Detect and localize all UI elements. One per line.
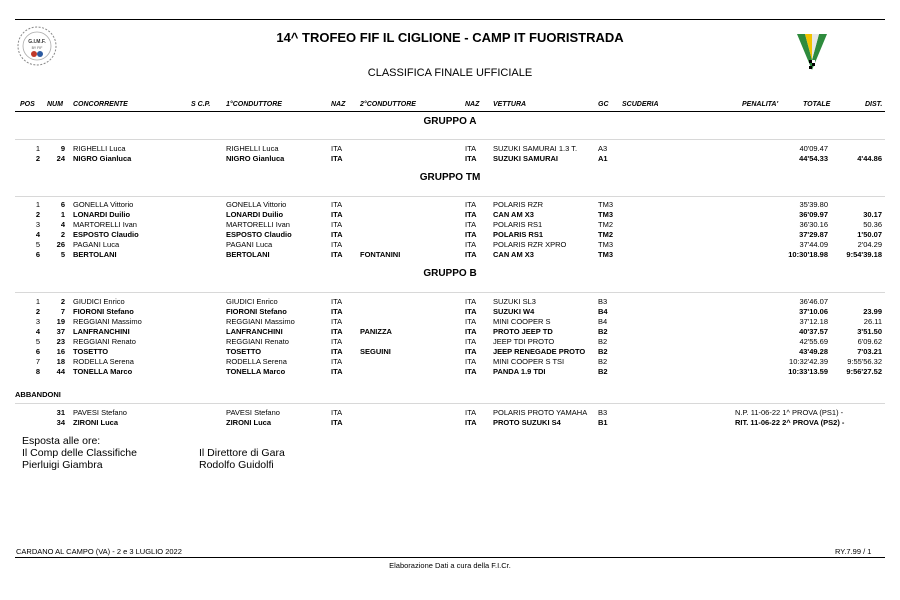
- cell-tot: 36'30.16: [799, 220, 828, 229]
- cell-vett: POLARIS RZR: [493, 200, 544, 209]
- cell-c1: LONARDI Duilio: [226, 210, 284, 219]
- cell-dist: 50.36: [863, 220, 882, 229]
- cell-naz1: ITA: [331, 210, 343, 219]
- cell-vett: POLARIS RS1: [493, 230, 544, 239]
- cell-naz2: ITA: [465, 408, 477, 417]
- svg-text:BY FIF: BY FIF: [31, 46, 43, 50]
- cell-tot: 37'44.09: [799, 240, 828, 249]
- table-row: [0, 327, 900, 337]
- cell-naz2: ITA: [465, 230, 477, 239]
- cell-c1: REGGIANI Renato: [226, 337, 289, 346]
- cell-dist: 30.17: [863, 210, 882, 219]
- cell-naz2: ITA: [465, 210, 477, 219]
- cell-naz1: ITA: [331, 357, 343, 366]
- cell-pos: 7: [35, 357, 40, 366]
- cell-vett: MINI COOPER S: [493, 317, 551, 326]
- cell-c1: PAVESI Stefano: [226, 408, 280, 417]
- cell-num: 5: [60, 250, 65, 259]
- footer-elaborazione: Elaborazione Dati a cura della F.I.Cr.: [389, 561, 511, 570]
- table-row: [0, 210, 900, 220]
- cell-num: 34: [56, 418, 65, 427]
- cell-vett: POLARIS RS1: [493, 220, 543, 229]
- cell-tot: 42'55.69: [799, 337, 828, 346]
- cell-gc: B3: [598, 408, 608, 417]
- cell-conc: BERTOLANI: [73, 250, 117, 259]
- cell-tot: 10:30'18.98: [788, 250, 828, 259]
- table-row: [0, 307, 900, 317]
- cell-c1: GONELLA Vittorio: [226, 200, 287, 209]
- cell-c1: PAGANI Luca: [226, 240, 273, 249]
- footer-rule: [15, 557, 885, 558]
- cell-vett: PROTO SUZUKI S4: [493, 418, 561, 427]
- cell-naz2: ITA: [465, 200, 477, 209]
- cell-naz1: ITA: [331, 317, 343, 326]
- cell-gc: B3: [598, 297, 608, 306]
- cell-num: 2: [60, 297, 65, 306]
- cell-conc: RODELLA Serena: [73, 357, 134, 366]
- cell-vett: SUZUKI SAMURAI: [493, 154, 558, 163]
- cell-conc: LONARDI Duilio: [73, 210, 131, 219]
- cell-num: 44: [56, 367, 65, 376]
- cell-pos: 1: [35, 144, 40, 153]
- cell-c1: FIORONI Stefano: [226, 307, 287, 316]
- cell-c2: PANIZZA: [360, 327, 392, 336]
- footer-location: CARDANO AL CAMPO (VA) - 2 e 3 LUGLIO 2022: [16, 547, 182, 556]
- cell-naz1: ITA: [331, 307, 343, 316]
- group-rule: [15, 196, 885, 197]
- cell-c1: RODELLA Serena: [226, 357, 287, 366]
- table-row: [0, 317, 900, 327]
- cell-conc: FIORONI Stefano: [73, 307, 134, 316]
- cell-c1: BERTOLANI: [226, 250, 270, 259]
- page-title: 14^ TROFEO FIF IL CIGLIONE - CAMP IT FUORISTRADA: [276, 30, 624, 45]
- cell-c1: MARTORELLI Ivan: [226, 220, 290, 229]
- cell-gc: TM2: [598, 230, 613, 239]
- table-row: [0, 154, 900, 164]
- cell-gc: TM3: [598, 200, 613, 209]
- cell-num: 31: [56, 408, 65, 417]
- cell-num: 26: [56, 240, 65, 249]
- cell-naz1: ITA: [331, 240, 343, 249]
- cell-num: 24: [56, 154, 65, 163]
- cell-pos: 3: [35, 220, 40, 229]
- cell-c2: SEGUINI: [360, 347, 391, 356]
- cell-naz1: ITA: [331, 337, 343, 346]
- cell-num: 16: [56, 347, 65, 356]
- cell-conc: PAGANI Luca: [73, 240, 120, 249]
- cell-num: 37: [56, 327, 65, 336]
- cell-c1: TONELLA Marco: [226, 367, 286, 376]
- cell-pos: 2: [35, 210, 40, 219]
- cell-gc: B1: [598, 418, 608, 427]
- cell-tot: 10:32'42.39: [789, 357, 828, 366]
- cell-naz2: ITA: [465, 240, 477, 249]
- abbandoni-title: ABBANDONI: [15, 390, 61, 399]
- cell-num: 18: [56, 357, 65, 366]
- cell-pos: 5: [35, 240, 40, 249]
- cell-c1: LANFRANCHINI: [226, 327, 283, 336]
- col-totale: TOTALE: [803, 101, 831, 108]
- cell-num: 9: [60, 144, 65, 153]
- col-dist: DIST.: [865, 101, 883, 108]
- cell-naz2: ITA: [465, 347, 477, 356]
- cell-naz2: ITA: [465, 307, 477, 316]
- cell-conc: MARTORELLI Ivan: [73, 220, 137, 229]
- cell-dist: 9:54'39.18: [846, 250, 882, 259]
- svg-text:G.I.M.F.: G.I.M.F.: [28, 39, 46, 45]
- col-scuderia: SCUDERIA: [622, 101, 659, 108]
- col-penalita: PENALITA': [742, 101, 779, 108]
- cell-gc: B2: [598, 347, 608, 356]
- cell-conc: NIGRO Gianluca: [73, 154, 132, 163]
- col-num: NUM: [47, 101, 63, 108]
- cell-vett: POLARIS RZR XPRO: [493, 240, 567, 249]
- col-gc: GC: [598, 101, 609, 108]
- cell-dist: 9:56'27.52: [846, 367, 882, 376]
- cell-naz1: ITA: [331, 418, 343, 427]
- cell-num: 1: [60, 210, 65, 219]
- group-rule: [15, 403, 885, 404]
- cell-naz2: ITA: [465, 220, 477, 229]
- cell-num: 6: [60, 200, 65, 209]
- col-vettura: VETTURA: [493, 101, 527, 108]
- cell-dist: 23.99: [863, 307, 882, 316]
- comp-label: Il Comp delle Classifiche: [22, 447, 137, 459]
- group-rule: [15, 292, 885, 293]
- cell-naz2: ITA: [465, 144, 477, 153]
- cell-num: 2: [60, 230, 65, 239]
- page-subtitle: CLASSIFICA FINALE UFFICIALE: [367, 67, 533, 79]
- cell-naz1: ITA: [331, 154, 343, 163]
- col-scp: S C.P.: [191, 101, 211, 108]
- director-name: Rodolfo Guidolfi: [199, 459, 274, 471]
- cell-dist: 3'51.50: [857, 327, 882, 336]
- cell-gc: B2: [598, 327, 608, 336]
- cell-naz2: ITA: [465, 154, 477, 163]
- cell-gc: B2: [598, 367, 608, 376]
- cell-tot: 36'46.07: [799, 297, 828, 306]
- cell-gc: TM3: [598, 240, 613, 249]
- cell-num: 23: [56, 337, 65, 346]
- cell-naz1: ITA: [331, 144, 343, 153]
- cell-pos: 8: [35, 367, 40, 376]
- cell-gc: B2: [598, 337, 608, 346]
- cell-c1: RIGHELLI Luca: [226, 144, 279, 153]
- director-label: Il Direttore di Gara: [199, 447, 285, 459]
- group-title: GRUPPO A: [423, 116, 477, 127]
- cell-vett: MINI COOPER S TSI: [493, 357, 565, 366]
- cell-c1: GIUDICI Enrico: [226, 297, 278, 306]
- cell-naz1: ITA: [331, 367, 343, 376]
- cell-naz1: ITA: [331, 408, 343, 417]
- cell-pos: 4: [35, 327, 40, 336]
- fif-logo: [795, 30, 829, 72]
- cell-dist: 1'50.07: [857, 230, 882, 239]
- cell-tot: 37'12.18: [799, 317, 828, 326]
- cell-vett: CAN AM X3: [493, 250, 534, 259]
- cell-tot: 36'09.97: [799, 210, 828, 219]
- col-conduttore2: 2°CONDUTTORE: [360, 101, 416, 108]
- cell-c1: REGGIANI Massimo: [226, 317, 295, 326]
- table-row: [0, 220, 900, 230]
- cell-naz1: ITA: [331, 297, 343, 306]
- group-title: GRUPPO B: [423, 268, 477, 279]
- cell-dist: 9:55'56.32: [847, 357, 882, 366]
- cell-conc: PAVESI Stefano: [73, 408, 127, 417]
- cell-dist: 26.11: [863, 317, 882, 326]
- table-row: [0, 230, 900, 240]
- cell-gc: TM3: [598, 250, 613, 259]
- cell-vett: PANDA 1.9 TDI: [493, 367, 546, 376]
- cell-gc: A3: [598, 144, 608, 153]
- cell-naz1: ITA: [331, 220, 343, 229]
- cell-tot: 10:33'13.59: [788, 367, 828, 376]
- esposta-label: Esposta alle ore:: [22, 435, 101, 447]
- cell-tot: 35'39.80: [799, 200, 828, 209]
- col-pos: POS: [20, 101, 35, 108]
- cell-conc: REGGIANI Renato: [73, 337, 136, 346]
- cell-naz1: ITA: [331, 200, 343, 209]
- cell-tot: 37'10.06: [799, 307, 828, 316]
- cell-gc: TM2: [598, 220, 613, 229]
- cell-pos: 1: [35, 200, 40, 209]
- cell-gc: A1: [598, 154, 608, 163]
- cell-naz2: ITA: [465, 250, 477, 259]
- cell-c1: ESPOSTO Claudio: [226, 230, 292, 239]
- cell-conc: RIGHELLI Luca: [73, 144, 126, 153]
- cell-conc: REGGIANI Massimo: [73, 317, 142, 326]
- cell-pos: 5: [35, 337, 40, 346]
- cell-conc: TOSETTO: [73, 347, 109, 356]
- col-concorrente: CONCORRENTE: [73, 101, 128, 108]
- cell-pos: 3: [35, 317, 40, 326]
- group-title: GRUPPO TM: [419, 172, 481, 183]
- cell-naz2: ITA: [465, 418, 477, 427]
- comp-name: Pierluigi Giambra: [22, 459, 103, 471]
- cell-gc: B4: [598, 317, 608, 326]
- cell-vett: SUZUKI SL3: [493, 297, 536, 306]
- cell-conc: ZIRONI Luca: [73, 418, 119, 427]
- cell-vett: PROTO JEEP TD: [493, 327, 553, 336]
- cell-gc: B2: [598, 357, 608, 366]
- cell-vett: SUZUKI SAMURAI 1.3 T.: [493, 144, 578, 153]
- cell-naz2: ITA: [465, 367, 477, 376]
- col-conduttore1: 1°CONDUTTORE: [226, 101, 282, 108]
- cell-c1: ZIRONI Luca: [226, 418, 272, 427]
- cell-tot: 40'09.47: [799, 144, 828, 153]
- table-row: [0, 337, 900, 347]
- cell-pos: 2: [35, 307, 40, 316]
- cell-naz2: ITA: [465, 357, 477, 366]
- group-rule: [15, 139, 885, 140]
- cell-pos: 6: [35, 347, 40, 356]
- cell-vett: CAN AM X3: [493, 210, 534, 219]
- table-row: [0, 200, 900, 210]
- cell-gc: TM3: [598, 210, 613, 219]
- top-rule: [15, 19, 885, 20]
- cell-conc: GONELLA Vittorio: [73, 200, 134, 209]
- cell-conc: LANFRANCHINI: [73, 327, 130, 336]
- cell-tot: 37'29.87: [799, 230, 828, 239]
- cell-naz1: ITA: [331, 327, 343, 336]
- cell-naz1: ITA: [331, 250, 343, 259]
- cell-conc: ESPOSTO Claudio: [73, 230, 139, 239]
- cell-num: 4: [60, 220, 65, 229]
- table-row: [0, 357, 900, 367]
- cell-naz2: ITA: [465, 317, 477, 326]
- header-rule: [15, 111, 885, 112]
- table-row: [0, 240, 900, 250]
- col-naz2: NAZ: [465, 101, 480, 108]
- cell-naz2: ITA: [465, 297, 477, 306]
- cell-naz2: ITA: [465, 337, 477, 346]
- cell-num: 19: [56, 317, 65, 326]
- cell-vett: POLARIS PROTO YAMAHA: [493, 408, 588, 417]
- cell-gc: B4: [598, 307, 608, 316]
- cell-vett: JEEP TDI PROTO: [493, 337, 555, 346]
- cell-dist: 4'44.86: [857, 154, 882, 163]
- table-row: [0, 367, 900, 377]
- cell-pos: 2: [35, 154, 40, 163]
- cell-conc: GIUDICI Enrico: [73, 297, 125, 306]
- table-row: [0, 144, 900, 154]
- cell-dist: 2'04.29: [857, 240, 882, 249]
- table-row: [0, 297, 900, 307]
- cell-tot: 43'49.28: [799, 347, 828, 356]
- cell-c1: NIGRO Gianluca: [226, 154, 285, 163]
- cell-vett: SUZUKI W4: [493, 307, 535, 316]
- table-row: [0, 418, 900, 428]
- cell-vett: JEEP RENEGADE PROTO: [493, 347, 586, 356]
- cell-pos: 6: [35, 250, 40, 259]
- cell-naz1: ITA: [331, 347, 343, 356]
- cell-tot: 40'37.57: [799, 327, 828, 336]
- cell-num: 7: [60, 307, 65, 316]
- cell-c1: TOSETTO: [226, 347, 262, 356]
- table-row: [0, 347, 900, 357]
- table-row: [0, 408, 900, 418]
- cell-dist: 6'09.62: [857, 337, 882, 346]
- footer-code: RY.7.99 / 1: [835, 547, 872, 556]
- cell-conc: TONELLA Marco: [73, 367, 133, 376]
- cell-pos: 4: [35, 230, 40, 239]
- cell-tot: 44'54.33: [799, 154, 828, 163]
- cell-note: RIT. 11-06-22 2^ PROVA (PS2) -: [735, 418, 845, 427]
- cell-pos: 1: [35, 297, 40, 306]
- cell-naz2: ITA: [465, 327, 477, 336]
- cell-note: N.P. 11-06-22 1^ PROVA (PS1) -: [735, 408, 844, 417]
- cell-naz1: ITA: [331, 230, 343, 239]
- cell-c2: FONTANINI: [360, 250, 401, 259]
- col-naz1: NAZ: [331, 101, 346, 108]
- cell-dist: 7'03.21: [857, 347, 882, 356]
- table-row: [0, 250, 900, 260]
